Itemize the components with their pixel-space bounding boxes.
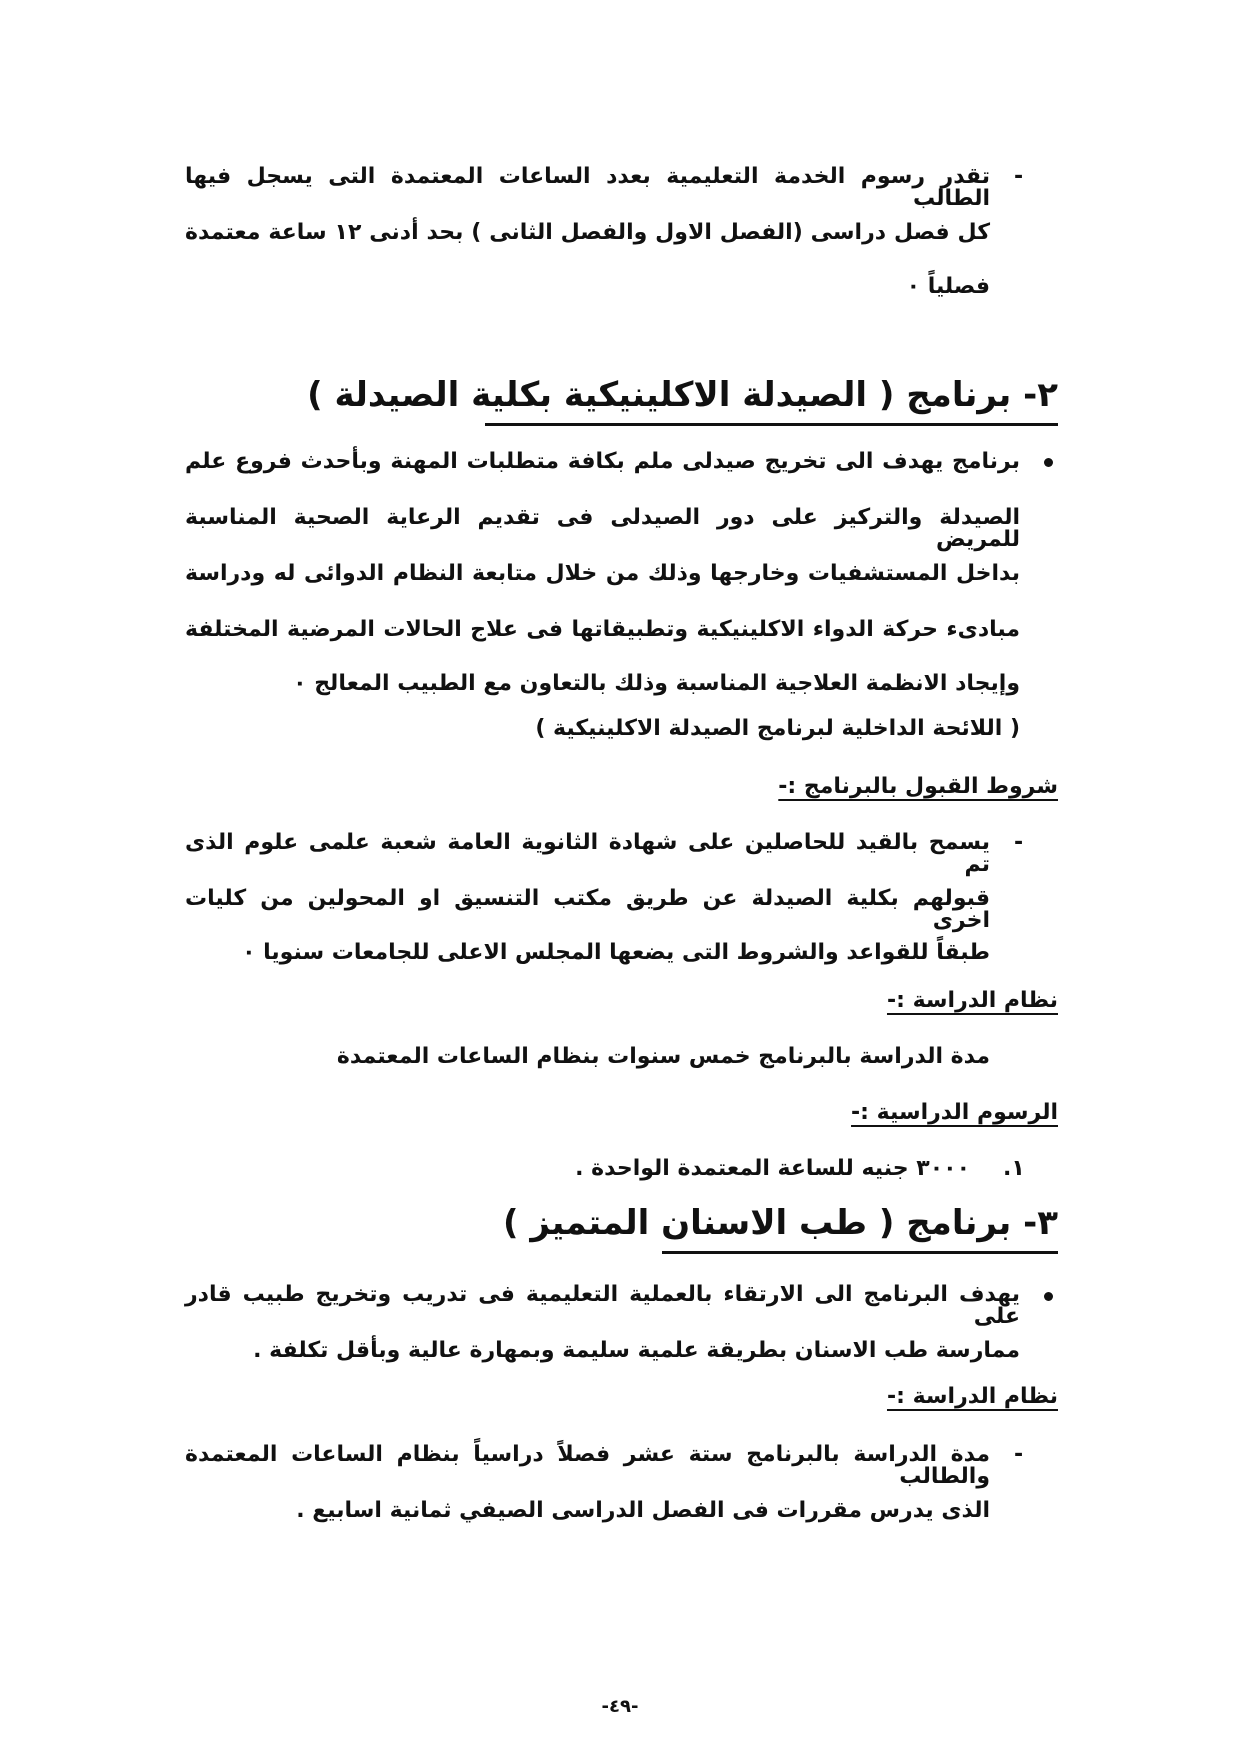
section-2-heading-underline xyxy=(485,423,1058,426)
study-system-title: نظام الدراسة :- xyxy=(886,1384,1058,1409)
dash-marker: - xyxy=(1014,830,1024,855)
admission-line-3: طبقاً للقواعد والشروط التى يضعها المجلس الاعلى للجامعات سنويا ٠ xyxy=(242,940,990,965)
section-2-line-3: بداخل المستشفيات وخارجها وذلك من خلال متابعة النظام الدوائى له ودراسة xyxy=(185,561,1020,586)
bullet-marker xyxy=(1044,1292,1053,1301)
section-2-line-5: وإيجاد الانظمة العلاجية المناسبة وذلك بالتعاون مع الطبيب المعالج ٠ xyxy=(293,671,1020,696)
dash-marker: - xyxy=(1014,164,1024,189)
dash-marker: - xyxy=(1014,1442,1024,1467)
section-2-line-4: مبادىء حركة الدواء الاكلينيكية وتطبيقاتها فى علاج الحالات المرضية المختلفة xyxy=(185,617,1020,642)
section-3-heading-underline xyxy=(662,1251,1058,1254)
intro-line-2: كل فصل دراسى (الفصل الاول والفصل الثانى ) بحد أدنى ١٢ ساعة معتمدة xyxy=(185,220,990,245)
section-3-line-1: يهدف البرنامج الى الارتقاء بالعملية التعليمية فى تدريب وتخريج طبيب قادر على xyxy=(185,1282,1020,1329)
intro-line-1: تقدر رسوم الخدمة التعليمية بعدد الساعات المعتمدة التى يسجل فيها الطالب xyxy=(185,164,990,211)
study-duration-text: مدة الدراسة بالبرنامج خمس سنوات بنظام الساعات المعتمدة xyxy=(336,1044,990,1069)
section-3-line-2: ممارسة طب الاسنان بطريقة علمية سليمة وبمهارة عالية وبأقل تكلفة . xyxy=(253,1338,1020,1363)
intro-line-3: فصلياً ٠ xyxy=(906,274,990,299)
section-2-line-2: الصيدلة والتركيز على دور الصيدلى فى تقديم الرعاية الصحية المناسبة للمريض xyxy=(185,505,1020,552)
section-3-study-line-2: الذى يدرس مقررات فى الفصل الدراسى الصيفي ثمانية اسابيع . xyxy=(296,1498,990,1523)
regulation-reference-text: ( اللائحة الداخلية لبرنامج الصيدلة الاكلينيكية ) xyxy=(535,716,1020,741)
section-2-heading: ٢- برنامج ( الصيدلة الاكلينيكية بكلية الصيدلة ) xyxy=(307,375,1058,415)
section-3-study-line-1: مدة الدراسة بالبرنامج ستة عشر فصلاً دراسياً بنظام الساعات المعتمدة والطالب xyxy=(185,1442,990,1489)
admission-paragraph xyxy=(185,832,990,972)
section-2-description xyxy=(185,449,1020,696)
study-system-title: نظام الدراسة :- xyxy=(886,988,1058,1013)
section-3-heading: ٣- برنامج ( طب الاسنان المتميز ) xyxy=(503,1203,1058,1243)
intro-paragraph xyxy=(185,166,990,306)
admission-conditions-title: شروط القبول بالبرنامج :- xyxy=(778,774,1058,799)
page-number: -٤٩- xyxy=(601,1696,639,1717)
fees-title: الرسوم الدراسية :- xyxy=(851,1100,1058,1125)
section-3-description xyxy=(185,1284,1020,1364)
section-2-line-1: برنامج يهدف الى تخريج صيدلى ملم بكافة متطلبات المهنة وبأحدث فروع علم xyxy=(185,449,1020,474)
fees-list-number: ١. xyxy=(1003,1156,1025,1181)
admission-line-1: يسمح بالقيد للحاصلين على شهادة الثانوية العامة شعبة علمى علوم الذى تم xyxy=(185,830,990,877)
fees-item-text: ٣٠٠٠ جنيه للساعة المعتمدة الواحدة . xyxy=(575,1156,970,1181)
bullet-marker xyxy=(1044,458,1053,467)
section-3-study-paragraph xyxy=(185,1444,990,1524)
admission-line-2: قبولهم بكلية الصيدلة عن طريق مكتب التنسيق او المحولين من كليات اخرى xyxy=(185,886,990,933)
